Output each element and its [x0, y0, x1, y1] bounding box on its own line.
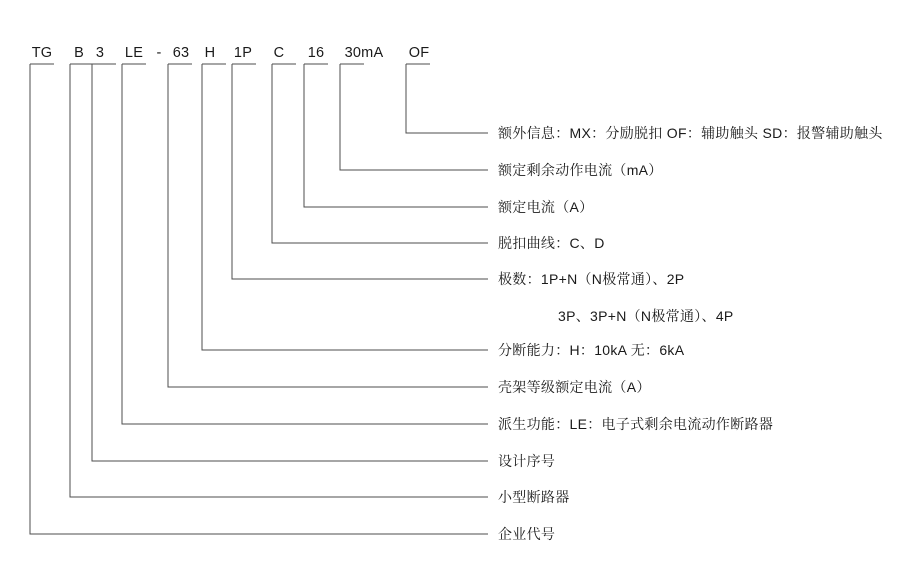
code-token: 63	[172, 45, 190, 61]
code-token: H	[204, 45, 216, 61]
code-token: 16	[307, 45, 325, 61]
leader-line	[70, 64, 488, 497]
leader-line	[272, 64, 488, 243]
callout-label: 壳架等级额定电流（A）	[498, 379, 651, 395]
leader-line	[232, 64, 488, 279]
code-token: C	[273, 45, 285, 61]
code-token: OF	[408, 45, 430, 61]
leader-line	[168, 64, 488, 387]
callout-label: 极数：1P+N（N极常通）、2P	[498, 271, 685, 287]
leader-line	[30, 64, 488, 534]
callout-label: 脱扣曲线：C、D	[498, 235, 605, 251]
leader-line	[202, 64, 488, 350]
code-token: 3	[95, 45, 105, 61]
callout-label: 设计序号	[498, 453, 556, 469]
callout-label: 分断能力：H：10kA 无：6kA	[498, 342, 685, 358]
leader-line	[340, 64, 488, 170]
code-token: -	[156, 45, 162, 61]
callout-label: 额定剩余动作电流（mA）	[498, 162, 663, 178]
code-token: 30mA	[344, 45, 384, 61]
callout-label: 企业代号	[498, 526, 556, 542]
leader-line	[406, 64, 488, 133]
callout-continuation: 3P、3P+N（N极常通）、4P	[558, 308, 734, 324]
code-token: TG	[31, 45, 53, 61]
leader-line	[92, 64, 488, 461]
leader-line	[304, 64, 488, 207]
callout-label: 派生功能：LE：电子式剩余电流动作断路器	[498, 416, 774, 432]
callout-label: 额定电流（A）	[498, 199, 594, 215]
callout-label: 额外信息：MX：分励脱扣 OF：辅助触头 SD：报警辅助触头	[498, 125, 883, 141]
code-token: B	[74, 45, 84, 61]
code-token: LE	[124, 45, 144, 61]
callout-label: 小型断路器	[498, 489, 570, 505]
leader-line	[122, 64, 488, 424]
code-token: 1P	[233, 45, 253, 61]
